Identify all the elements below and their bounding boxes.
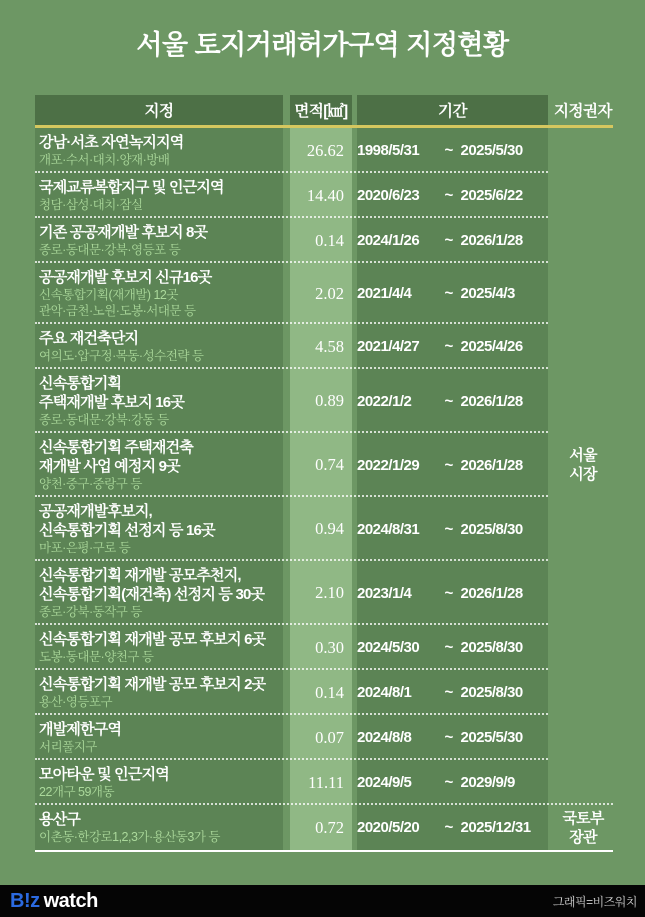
zone-title: 용산구: [39, 811, 81, 828]
column-gap: [283, 670, 290, 715]
logo-watch-text: watch: [43, 889, 98, 912]
table-row: [35, 805, 613, 850]
period-range: [357, 338, 548, 355]
logo-biz-text: B!z: [10, 889, 40, 912]
authority-cell: [553, 218, 613, 263]
area-cell: 0.94: [290, 497, 352, 561]
table-row: [35, 128, 613, 173]
period-range: [357, 639, 548, 656]
page-title: 서울 토지거래허가구역 지정현황: [136, 30, 509, 60]
designation-cell: [35, 263, 283, 324]
period-start: 2020/5/20: [357, 819, 420, 836]
zone-districts: 이촌동·한강로1,2,3가·용산동3가 등: [39, 830, 220, 844]
period-cell: [357, 561, 548, 625]
zone-districts: 종로·강북·동작구 등: [39, 605, 142, 619]
period-end: 2025/4/26: [460, 338, 523, 355]
period-start: 2023/1/4: [357, 584, 412, 602]
bizwatch-logo: [10, 890, 98, 913]
period-cell: [357, 625, 548, 670]
period-start: 2022/1/2: [357, 392, 412, 410]
period-end: 2025/8/30: [460, 639, 523, 656]
period-end: 2025/5/30: [460, 142, 523, 159]
period-end: 2026/1/28: [460, 392, 523, 410]
column-gap: [283, 497, 290, 561]
header-authority: 지정권자: [554, 103, 612, 120]
period-start: 2024/9/5: [357, 774, 412, 791]
period-tilde: ~: [444, 187, 453, 204]
zone-title: 신속통합기획(재건축) 선정지 등 30곳: [39, 586, 265, 603]
period-tilde: ~: [444, 819, 453, 836]
period-start: 2022/1/29: [357, 456, 420, 474]
authority-line: 국토부: [562, 809, 604, 827]
designation-cell: [35, 433, 283, 497]
period-tilde: ~: [444, 285, 453, 302]
period-range: [357, 187, 548, 204]
period-cell: [357, 218, 548, 263]
zone-districts: 용산·영등포구: [39, 695, 113, 709]
period-end: 2026/1/28: [460, 232, 523, 249]
zone-districts: 관악·금천·노원·도봉·서대문 등: [39, 304, 196, 318]
designation-cell: [35, 497, 283, 561]
period-start: 2024/5/30: [357, 639, 420, 656]
authority-cell: [553, 324, 613, 369]
zone-districts: 22개구 59개동: [39, 785, 115, 799]
period-tilde: ~: [444, 456, 453, 474]
graphic-credit: 그래픽=비즈워치: [552, 894, 637, 909]
header-designation: 지정: [35, 95, 283, 125]
authority-cell: [553, 670, 613, 715]
period-cell: [357, 128, 548, 173]
authority-cell: [553, 433, 613, 497]
table-row: [35, 218, 613, 263]
designation-cell: [35, 173, 283, 218]
zone-districts: 마포·은평·구로 등: [39, 541, 131, 555]
zone-districts: 개포·수서·대치·양재·방배: [39, 153, 170, 167]
designation-cell: [35, 324, 283, 369]
zone-title: 국제교류복합지구 및 인근지역: [39, 179, 224, 196]
table-body: [35, 128, 613, 850]
column-gap: [283, 805, 290, 850]
period-range: [357, 585, 548, 602]
column-gap: [283, 95, 290, 125]
period-range: [357, 774, 548, 791]
zone-title: 강남·서초 자연녹지지역: [39, 134, 184, 151]
column-gap: [283, 369, 290, 433]
period-range: [357, 521, 548, 538]
authority-cell: [553, 128, 613, 173]
designation-cell: [35, 625, 283, 670]
period-tilde: ~: [444, 392, 453, 410]
column-gap: [283, 324, 290, 369]
area-cell: 11.11: [290, 760, 352, 805]
period-end: 2025/5/30: [460, 729, 523, 746]
period-range: [357, 457, 548, 474]
period-tilde: ~: [444, 584, 453, 602]
column-gap: [283, 561, 290, 625]
zone-title: 주택재개발 후보지 16곳: [39, 394, 185, 411]
footer-bar: [0, 885, 645, 917]
zone-title: 신속통합기획 재개발 공모 후보지 6곳: [39, 631, 266, 648]
zone-title: 신속통합기획 재개발 공모 후보지 2곳: [39, 676, 266, 693]
zone-title: 주요 재건축단지: [39, 330, 139, 347]
authority-cell: [553, 369, 613, 433]
table-row: [35, 433, 613, 497]
table-row: [35, 173, 613, 218]
period-tilde: ~: [444, 639, 453, 656]
column-gap: [283, 128, 290, 173]
zone-title: 신속통합기획 재개발 공모추천지,: [39, 567, 241, 584]
period-cell: [357, 263, 548, 324]
table-row: [35, 263, 613, 324]
designation-cell: [35, 369, 283, 433]
period-range: [357, 819, 548, 836]
period-range: [357, 729, 548, 746]
period-tilde: ~: [444, 520, 453, 538]
period-end: 2025/12/31: [460, 819, 531, 836]
period-start: 1998/5/31: [357, 142, 420, 159]
header-area: 면적[㎢]: [290, 95, 352, 125]
zone-districts: 양천·중구·중랑구 등: [39, 477, 142, 491]
area-cell: 0.14: [290, 218, 352, 263]
period-tilde: ~: [444, 684, 453, 701]
authority-cell: [553, 625, 613, 670]
authority-label: [569, 446, 596, 484]
period-end: 2029/9/9: [460, 774, 515, 791]
designation-cell: [35, 670, 283, 715]
table-row: [35, 369, 613, 433]
table-row: [35, 324, 613, 369]
designation-cell: [35, 760, 283, 805]
table-row: [35, 625, 613, 670]
area-cell: 0.72: [290, 805, 352, 850]
column-gap: [283, 263, 290, 324]
table-row: [35, 760, 613, 805]
zone-title: 공공재개발 후보지 신규16곳: [39, 269, 212, 286]
period-end: 2026/1/28: [460, 584, 523, 602]
authority-cell: [553, 561, 613, 625]
authority-cell: [553, 173, 613, 218]
authority-cell: [553, 715, 613, 760]
column-gap: [283, 715, 290, 760]
period-end: 2026/1/28: [460, 456, 523, 474]
zone-title: 개발제한구역: [39, 721, 122, 738]
table-row: [35, 561, 613, 625]
area-cell: 0.07: [290, 715, 352, 760]
designation-cell: [35, 561, 283, 625]
zone-title: 신속통합기획: [39, 375, 122, 392]
column-gap: [283, 625, 290, 670]
period-start: 2021/4/27: [357, 338, 420, 355]
designation-cell: [35, 218, 283, 263]
header-period: 기간: [357, 95, 548, 125]
zone-districts: 도봉·동대문·양천구 등: [39, 650, 154, 664]
area-cell: 26.62: [290, 128, 352, 173]
authority-cell: [553, 497, 613, 561]
period-range: [357, 393, 548, 410]
authority-cell: [553, 805, 613, 850]
period-start: 2024/8/1: [357, 684, 412, 701]
area-cell: 2.10: [290, 561, 352, 625]
period-tilde: ~: [444, 774, 453, 791]
column-gap: [283, 433, 290, 497]
zone-districts: 신속통합기획(재개발) 12곳: [39, 288, 178, 302]
period-tilde: ~: [444, 232, 453, 249]
area-cell: 0.89: [290, 369, 352, 433]
table-bottom-line: [35, 850, 613, 852]
authority-cell: [553, 263, 613, 324]
period-range: [357, 684, 548, 701]
zone-districts: 청담·삼성·대치·잠실: [39, 198, 143, 212]
period-cell: [357, 369, 548, 433]
period-start: 2024/1/26: [357, 232, 420, 249]
area-cell: 14.40: [290, 173, 352, 218]
period-cell: [357, 324, 548, 369]
designation-cell: [35, 128, 283, 173]
zone-title: 신속통합기획 선정지 등 16곳: [39, 522, 215, 539]
designation-cell: [35, 805, 283, 850]
land-permission-table: [35, 95, 613, 852]
zone-districts: 종로·동대문·강북·영등포 등: [39, 243, 181, 257]
zone-title: 신속통합기획 주택재건축: [39, 439, 193, 456]
area-cell: 0.14: [290, 670, 352, 715]
zone-title: 재개발 사업 예정지 9곳: [39, 458, 180, 475]
period-cell: [357, 715, 548, 760]
period-start: 2021/4/4: [357, 285, 412, 302]
period-range: [357, 142, 548, 159]
zone-districts: 종로·동대문·강북·강동 등: [39, 413, 169, 427]
period-cell: [357, 173, 548, 218]
period-end: 2025/6/22: [460, 187, 523, 204]
column-gap: [283, 760, 290, 805]
infographic-page: [0, 23, 645, 917]
area-cell: 0.30: [290, 625, 352, 670]
table-header-row: [35, 95, 613, 125]
period-cell: [357, 805, 548, 850]
table-row: [35, 670, 613, 715]
zone-title: 모아타운 및 인근지역: [39, 766, 169, 783]
area-cell: 0.74: [290, 433, 352, 497]
period-end: 2025/8/30: [460, 684, 523, 701]
period-range: [357, 285, 548, 302]
zone-districts: 서리풀지구: [39, 740, 97, 754]
table-row: [35, 715, 613, 760]
area-cell: 2.02: [290, 263, 352, 324]
period-tilde: ~: [444, 142, 453, 159]
authority-line: 서울: [569, 447, 597, 464]
period-cell: [357, 760, 548, 805]
period-start: 2024/8/8: [357, 729, 412, 746]
period-range: [357, 232, 548, 249]
period-cell: [357, 433, 548, 497]
column-gap: [283, 218, 290, 263]
period-tilde: ~: [444, 729, 453, 746]
period-end: 2025/8/30: [460, 520, 523, 538]
column-gap: [283, 173, 290, 218]
zone-districts: 여의도·압구정·목동·성수전략 등: [39, 349, 204, 363]
period-tilde: ~: [444, 338, 453, 355]
authority-line: 장관: [569, 828, 597, 846]
zone-title: 공공재개발후보지,: [39, 503, 152, 520]
authority-cell: [553, 760, 613, 805]
period-start: 2024/8/31: [357, 520, 420, 538]
authority-line: 시장: [569, 466, 597, 483]
authority-label: [562, 809, 603, 847]
period-cell: [357, 670, 548, 715]
designation-cell: [35, 715, 283, 760]
area-cell: 4.58: [290, 324, 352, 369]
period-start: 2020/6/23: [357, 187, 420, 204]
table-row: [35, 497, 613, 561]
period-end: 2025/4/3: [460, 285, 515, 302]
period-cell: [357, 497, 548, 561]
zone-title: 기존 공공재개발 후보지 8곳: [39, 224, 208, 241]
